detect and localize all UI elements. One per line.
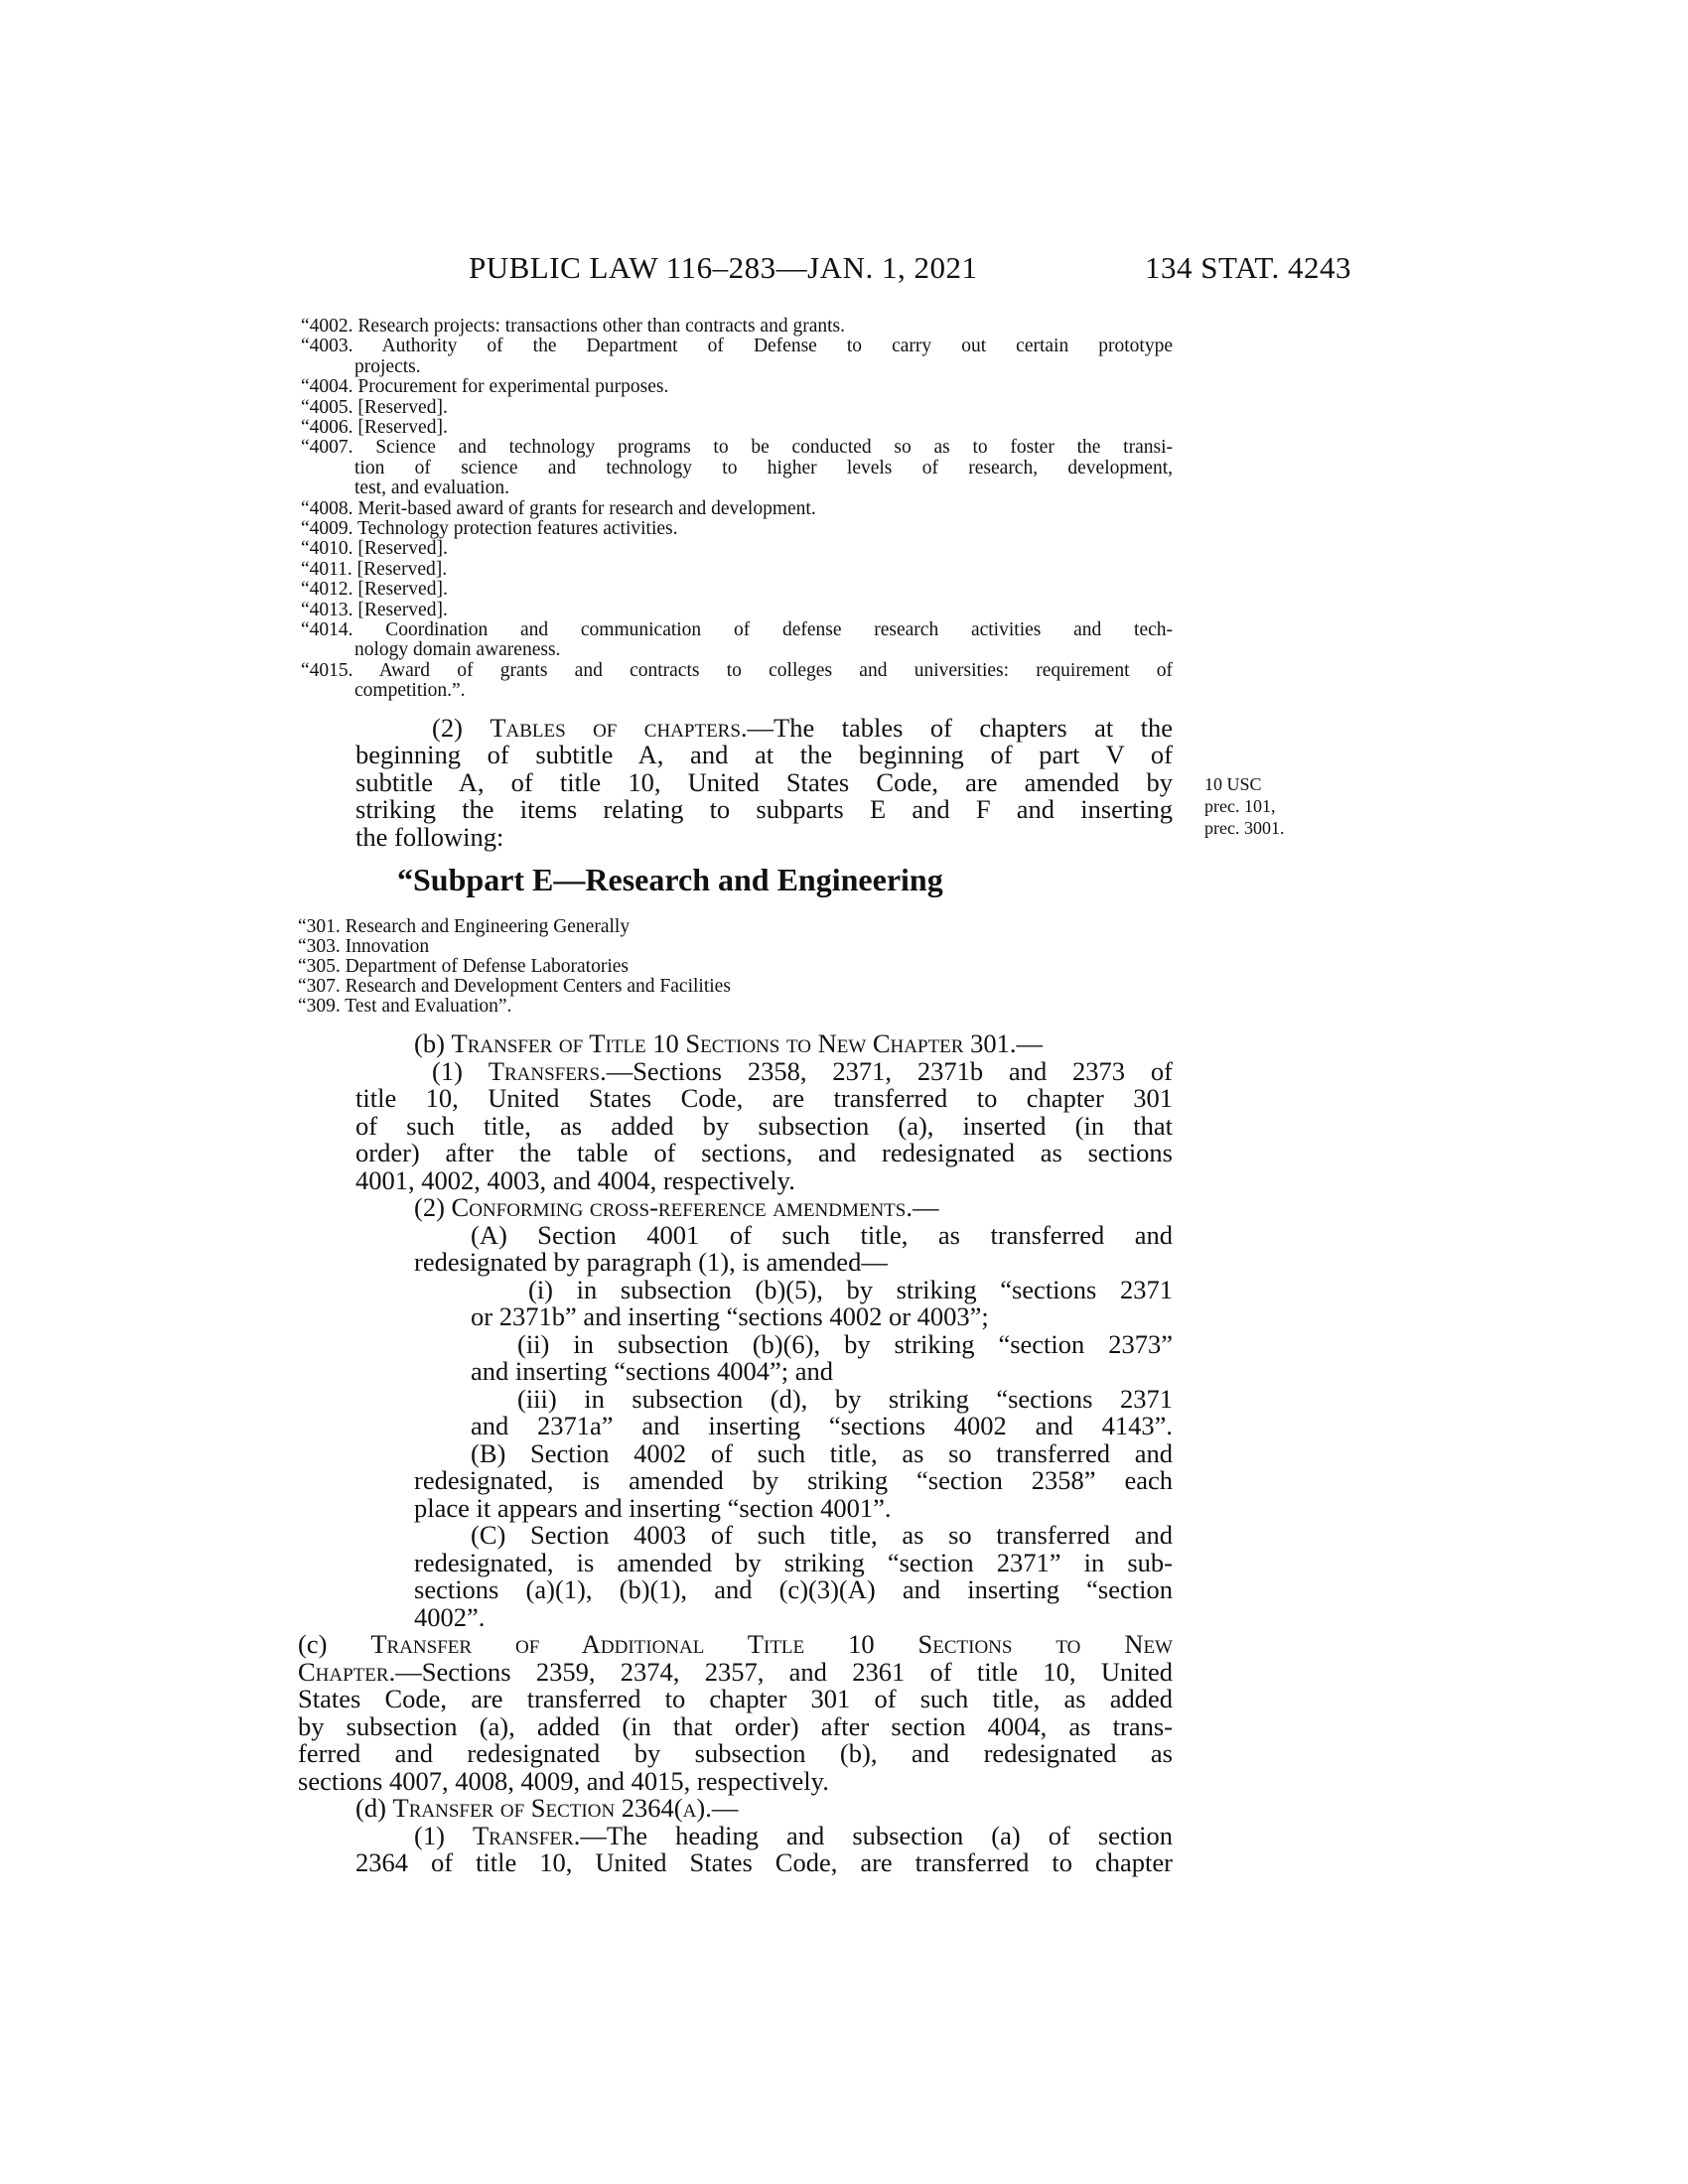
body-line	[414, 1493, 892, 1524]
text-segment: .—Sections 2359, 2374, 2357, and 2361 of title 10, United	[388, 1656, 1173, 1687]
body-line	[414, 1821, 1173, 1851]
text-segment: by subsection (a), added (in that order) after section 4004, as trans-	[298, 1710, 1173, 1741]
small-caps-heading: Transfer of Additional Title 10 Sections to New	[370, 1629, 1173, 1659]
body-line	[414, 1465, 1173, 1496]
margin-note-line: prec. 101,	[1204, 796, 1276, 816]
text-segment: redesignated by paragraph (1), is amended—	[414, 1247, 888, 1277]
body-line	[528, 1275, 1173, 1305]
paragraph-line	[355, 822, 503, 853]
text-segment: sections (a)(1), (b)(1), and (c)(3)(A) and inserting “section	[414, 1574, 1173, 1604]
toc-section-item: “4014. Coordination and communication of defense research activities and tech-	[301, 619, 1173, 640]
margin-note-line: prec. 3001.	[1204, 818, 1285, 838]
chapter-list-item: “307. Research and Development Centers and Facilities	[298, 976, 731, 997]
text-segment: 4001, 4002, 4003, and 4004, respectively.	[355, 1164, 795, 1195]
text-segment: (d)	[355, 1793, 393, 1823]
toc-section-item: “4011. [Reserved].	[301, 558, 448, 580]
toc-section-item: “4006. [Reserved].	[301, 417, 448, 438]
running-header-title: PUBLIC LAW 116–283—JAN. 1, 2021	[469, 250, 978, 285]
text-segment: the following:	[355, 821, 504, 852]
text-segment: .—Sections 2358, 2371, 2371b and 2373 of	[600, 1055, 1173, 1086]
text-segment: .—The heading and subsection (a) of section	[573, 1820, 1173, 1850]
text-segment: redesignated, is amended by striking “section 2371” in sub-	[414, 1547, 1173, 1577]
toc-section-item: “4015. Award of grants and contracts to colleges and universities: requirement of	[301, 659, 1173, 681]
text-segment: .—	[1009, 1028, 1043, 1058]
toc-section-item: competition.”.	[354, 680, 466, 702]
page-number: 134 STAT. 4243	[1145, 250, 1352, 285]
text-segment: redesignated, is amended by striking “section 2358” each	[414, 1465, 1173, 1495]
body-line	[414, 1028, 1043, 1059]
toc-section-item: test, and evaluation.	[354, 478, 509, 499]
text-segment: (b)	[414, 1028, 452, 1058]
body-line	[471, 1356, 833, 1387]
chapter-list-item: “303. Innovation	[298, 936, 430, 957]
body-line	[298, 1766, 829, 1797]
body-line	[471, 1220, 1173, 1251]
text-segment: (1)	[414, 1820, 473, 1850]
paragraph-line	[355, 794, 1173, 825]
text-segment: (1)	[432, 1055, 489, 1086]
text-segment: (B) Section 4002 of such title, as so transferred and	[471, 1437, 1173, 1468]
toc-section-item: “4002. Research projects: transactions other than contracts and grants.	[301, 316, 845, 337]
text-segment: 2364 of title 10, United States Code, are transferred to chapter	[355, 1847, 1173, 1877]
text-segment: (C) Section 4003 of such title, as so transferred and	[471, 1520, 1173, 1550]
body-line	[432, 1056, 1173, 1087]
text-segment: States Code, are transferred to chapter 301 of such title, as added	[298, 1684, 1173, 1713]
toc-section-item: “4008. Merit-based award of grants for research and development.	[301, 497, 816, 519]
toc-section-item: “4012. [Reserved].	[301, 579, 448, 601]
body-line	[414, 1247, 888, 1278]
text-segment: (i) in subsection (b)(5), by striking “sections 2371	[528, 1274, 1173, 1304]
text-segment: .—The tables of chapters at the	[740, 713, 1173, 743]
body-line	[414, 1192, 938, 1223]
subpart-heading: “Subpart E—Research and Engineering	[397, 862, 943, 897]
text-segment: title 10, United States Code, are transferred to chapter 301	[355, 1083, 1173, 1113]
text-segment: (c)	[298, 1629, 371, 1659]
text-segment: sections 4007, 4008, 4009, and 4015, respectively.	[298, 1765, 829, 1796]
toc-section-item: “4003. Authority of the Department of Defense to carry out certain prototype	[301, 336, 1173, 357]
small-caps-heading: Transfer of Section 2364(a)	[392, 1793, 706, 1823]
paragraph-line	[355, 767, 1173, 798]
text-segment: .—	[906, 1192, 939, 1222]
body-line	[414, 1574, 1173, 1605]
body-line	[355, 1847, 1173, 1878]
body-line	[414, 1548, 1173, 1578]
body-line	[471, 1520, 1173, 1551]
body-line	[471, 1301, 989, 1332]
body-line	[298, 1711, 1173, 1742]
paragraph-line	[432, 713, 1173, 744]
chapter-list-item: “309. Test and Evaluation”.	[298, 996, 512, 1017]
body-line	[414, 1602, 485, 1633]
toc-section-item: “4005. [Reserved].	[301, 396, 448, 418]
paragraph-line	[355, 740, 1173, 770]
text-segment: (ii) in subsection (b)(6), by striking “section 2373”	[517, 1328, 1173, 1359]
small-caps-heading: Tables of chapters	[490, 713, 741, 743]
body-line	[355, 1111, 1173, 1142]
chapter-list-item: “301. Research and Engineering Generally	[298, 916, 631, 937]
body-line	[517, 1329, 1173, 1360]
text-segment: .—	[705, 1793, 739, 1823]
text-segment: (iii) in subsection (d), by striking “sections 2371	[517, 1383, 1173, 1414]
body-line	[471, 1411, 1173, 1441]
body-line	[355, 1793, 738, 1824]
text-segment: order) after the table of sections, and redesignated as sections	[355, 1138, 1173, 1167]
chapter-list-item: “305. Department of Defense Laboratories	[298, 956, 629, 977]
text-segment: subtitle A, of title 10, United States Code, are amended by	[355, 766, 1173, 797]
margin-note-line: 10 USC	[1204, 774, 1262, 794]
text-segment: place it appears and inserting “section 4001”.	[414, 1492, 892, 1523]
body-line	[298, 1738, 1173, 1769]
text-segment: or 2371b” and inserting “sections 4002 or 4003”;	[471, 1301, 989, 1331]
text-segment: 4002”.	[414, 1601, 486, 1632]
small-caps-heading: Transfers	[488, 1055, 601, 1086]
small-caps-heading: Transfer	[472, 1820, 574, 1850]
body-line	[355, 1138, 1173, 1168]
text-segment: of such title, as added by subsection (a), inserted (in that	[355, 1110, 1173, 1141]
toc-section-item: “4009. Technology protection features activities.	[301, 518, 678, 539]
toc-section-item: “4007. Science and technology programs to be conducted so as to foster the transi-	[301, 437, 1173, 459]
body-line	[471, 1438, 1173, 1469]
body-line	[298, 1684, 1173, 1714]
small-caps-heading: Transfer of Title 10 Sections to New Chapter 301	[451, 1028, 1010, 1058]
small-caps-heading: Chapter	[298, 1656, 389, 1687]
text-segment: beginning of subtitle A, and at the beginning of part V of	[355, 740, 1173, 770]
text-segment: (2)	[414, 1192, 452, 1222]
small-caps-heading: Conforming cross-reference amendments	[451, 1192, 907, 1222]
toc-section-item: tion of science and technology to higher levels of research, development,	[354, 457, 1173, 478]
text-segment: striking the items relating to subparts E and F and inserting	[355, 794, 1173, 825]
body-line	[298, 1657, 1173, 1688]
toc-section-item: “4010. [Reserved].	[301, 538, 448, 560]
body-line	[355, 1165, 795, 1196]
text-segment: and 2371a” and inserting “sections 4002 and 4143”.	[471, 1411, 1173, 1440]
toc-section-item: “4004. Procurement for experimental purposes.	[301, 376, 669, 398]
text-segment: ferred and redesignated by subsection (b), and redesignated as	[298, 1738, 1173, 1768]
toc-section-item: projects.	[354, 355, 421, 377]
body-line	[298, 1629, 1173, 1660]
body-line	[517, 1384, 1173, 1415]
text-segment: and inserting “sections 4004”; and	[471, 1356, 834, 1386]
toc-section-item: nology domain awareness.	[354, 639, 561, 661]
body-line	[355, 1083, 1173, 1114]
toc-section-item: “4013. [Reserved].	[301, 599, 448, 620]
text-segment: (A) Section 4001 of such title, as transferred and	[471, 1219, 1173, 1250]
text-segment: (2)	[432, 713, 491, 743]
